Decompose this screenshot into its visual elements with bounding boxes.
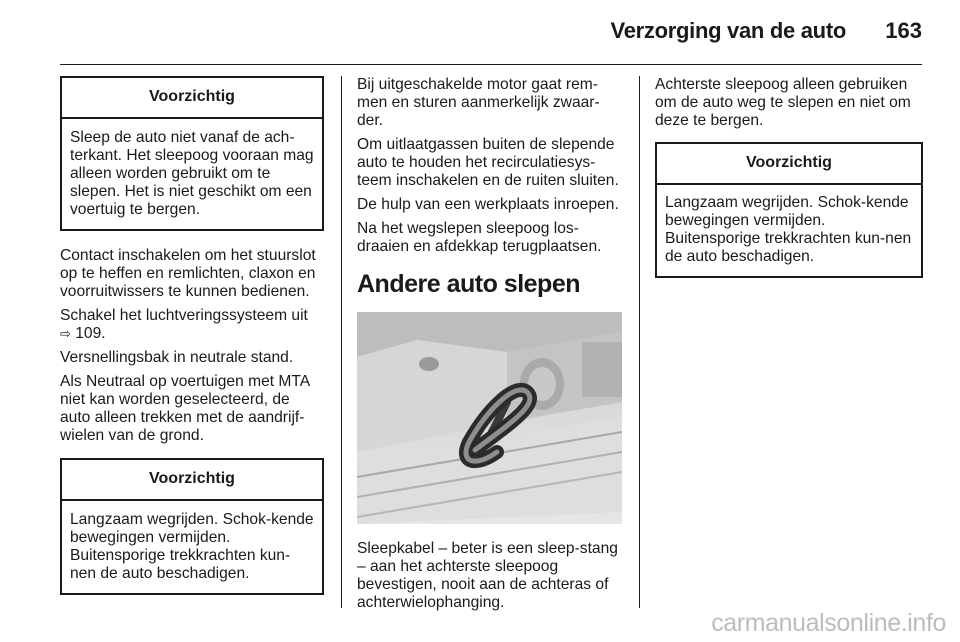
paragraph: Als Neutraal op voertuigen met MTA niet kan worden geselecteerd, de auto alleen trekken met de aandrijf-wielen van de grond. — [60, 373, 310, 444]
caution-box — [655, 142, 923, 278]
caution-box — [60, 76, 324, 231]
page-number: 163 — [885, 18, 922, 43]
caution-title: Voorzichtig — [62, 460, 322, 501]
caution-text: Langzaam wegrijden. Schok-kende bewegingen vermijden. Buitensporige trekkrachten kun-nen de auto beschadigen. — [665, 194, 912, 265]
paragraph: Versnellingsbak in neutrale stand. — [60, 349, 294, 366]
paragraph: Achterste sleepoog alleen gebruiken om de auto weg te slepen en niet om deze te bergen. — [655, 76, 911, 129]
page-reference[interactable]: 109. — [75, 325, 106, 342]
caution-text: Langzaam wegrijden. Schok-kende bewegingen vermijden. Buitensporige trekkrachten kun-nen de auto beschadigen. — [70, 511, 314, 582]
chapter-title: Verzorging van de auto — [610, 18, 846, 43]
caution-box — [60, 458, 324, 595]
paragraph: De hulp van een werkplaats inroepen. — [357, 196, 619, 213]
paragraph: Bij uitgeschakelde motor gaat rem-men en sturen aanmerkelijk zwaar-der. — [357, 76, 600, 129]
watermark: carmanualsonline.info — [711, 609, 946, 637]
image-caption: Sleepkabel – beter is een sleep-stang – aan het achterste sleepoog bevestigen, nooit aan de achteras of achterwielophanging. — [357, 540, 618, 611]
paragraph: Na het wegslepen sleepoog los-draaien en afdekkap terugplaatsen. — [357, 220, 602, 255]
page-reference-arrow-icon: ⇨ — [60, 326, 71, 341]
tow-eye-photo — [357, 312, 622, 524]
paragraph — [60, 307, 324, 343]
paragraph-text: Schakel het luchtveringssysteem uit — [60, 307, 308, 324]
column-3 — [655, 76, 923, 278]
column-divider — [639, 76, 640, 608]
caution-title: Voorzichtig — [62, 78, 322, 119]
caution-text: Sleep de auto niet vanaf de ach-terkant. Het sleepoog vooraan mag alleen worden gebruikt om te slepen. Het is niet geschikt om een voertuig te bergen. — [70, 129, 314, 218]
column-divider — [341, 76, 342, 608]
page-header — [60, 0, 922, 65]
column-1 — [60, 76, 324, 595]
section-heading: Andere auto slepen — [357, 270, 580, 298]
column-2 — [357, 76, 622, 618]
paragraph: Contact inschakelen om het stuurslot op te heffen en remlichten, claxon en voorruitwissers te kunnen bedienen. — [60, 247, 316, 300]
caution-title: Voorzichtig — [657, 144, 921, 185]
paragraph: Om uitlaatgassen buiten de slepende auto te houden het recirculatiesys-teem inschakelen en de ruiten sluiten. — [357, 136, 619, 189]
